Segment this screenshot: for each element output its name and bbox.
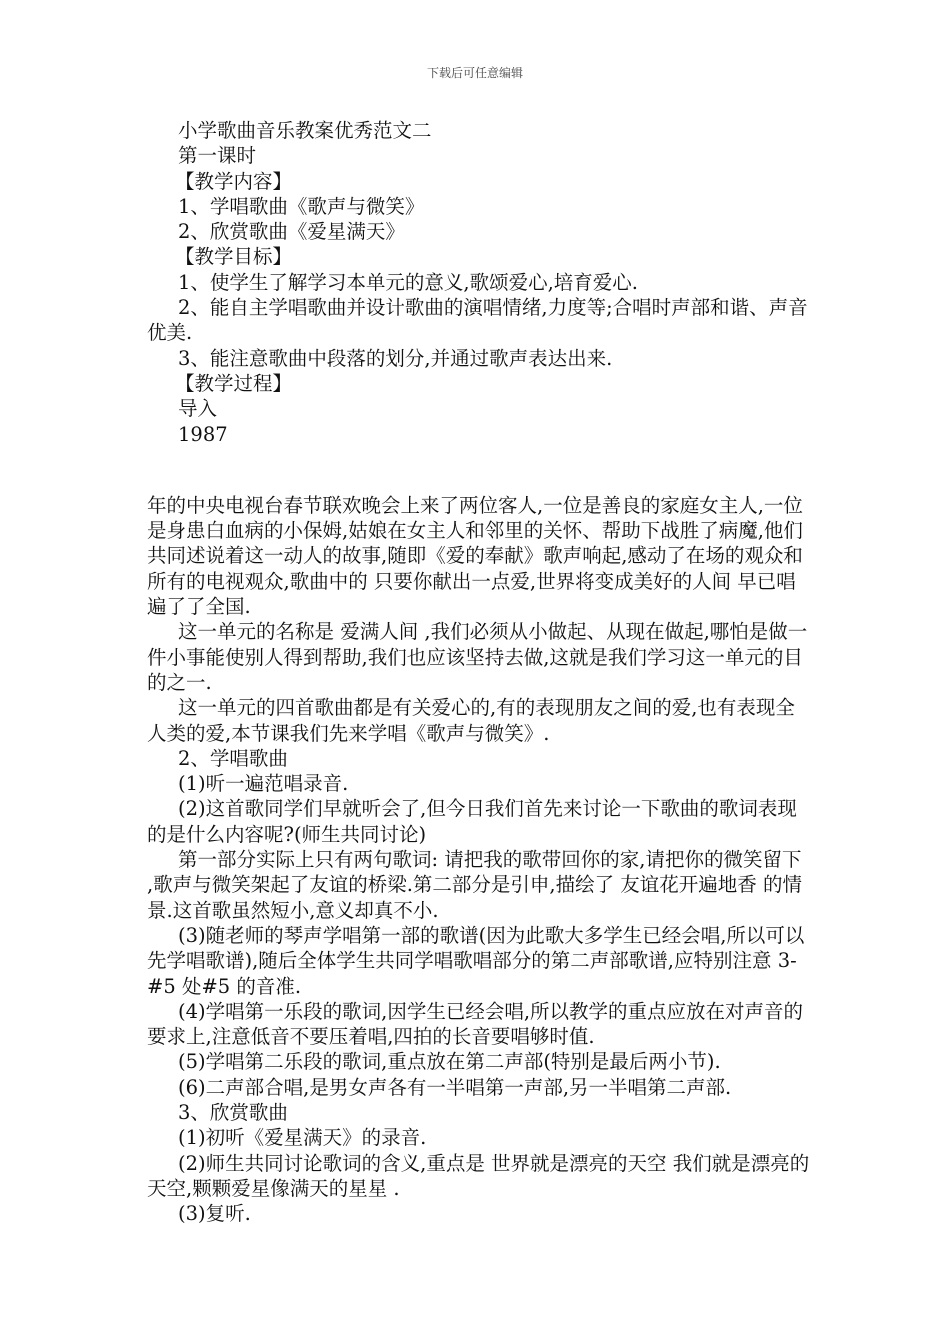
paragraph: 这一单元的四首歌曲都是有关爱心的,有的表现朋友之间的爱,也有表现全人类的爱,本节课我们先来学唱《歌声与微笑》. xyxy=(147,696,795,745)
paragraph: 第一部分实际上只有两句歌词: 请把我的歌带回你的家,请把你的微笑留下 ,歌声与微笑架起了友谊的桥梁.第二部分是引申,描绘了 友谊花开遍地香 的情景.这首歌虽然短小,意义却真不小. xyxy=(147,848,802,922)
paragraph: 3、欣赏歌曲 xyxy=(178,1100,288,1124)
paragraph: (3)复听. xyxy=(178,1202,251,1226)
paragraph-gap xyxy=(147,447,812,493)
paragraph: 小学歌曲音乐教案优秀范文二 xyxy=(178,119,432,142)
paragraph: 1、使学生了解学习本单元的意义,歌颂爱心,培育爱心. xyxy=(178,270,639,294)
paragraph: 2、能自主学唱歌曲并设计歌曲的演唱情绪,力度等;合唱时声部和谐、声音优美. xyxy=(147,296,808,345)
paragraph: 【教学内容】 xyxy=(175,169,293,193)
paragraph: (1)听一遍范唱录音. xyxy=(178,772,349,796)
paragraph: 年的中央电视台春节联欢晚会上来了两位客人,一位是善良的家庭女主人,一位是身患白血病的小保姆,姑娘在女主人和邻里的关怀、帮助下战胜了病魔,他们共同述说着这一动人的故事,随即《爱的奉献》歌声响起,感动了在场的观众和所有的电视观众,歌曲中的 只要你献出一点爱,世界将变成美好的人间 早已唱遍了了全国. xyxy=(147,493,803,619)
paragraph: (3)随老师的琴声学唱第一部的歌谱(因为此歌大多学生已经会唱,所以可以先学唱歌谱),随后全体学生共同学唱歌唱部分的第二声部歌谱,应特别注意 3-#5 处#5 的音准. xyxy=(147,923,805,998)
paragraph: 【教学目标】 xyxy=(175,245,293,269)
paragraph: 1987 xyxy=(178,422,228,446)
document-body xyxy=(147,118,812,1226)
page-header: 下载后可任意编辑 xyxy=(426,66,523,80)
paragraph: 这一单元的名称是 爱满人间 ,我们必须从小做起、从现在做起,哪怕是做一件小事能使别人得到帮助,我们也应该坚持去做,这就是我们学习这一单元的目的之一. xyxy=(147,620,808,694)
paragraph: (1)初听《爱星满天》的录音. xyxy=(178,1126,427,1150)
paragraph: (2)师生共同讨论歌词的含义,重点是 世界就是漂亮的天空 我们就是漂亮的天空,颗颗爱星像满天的星星 . xyxy=(147,1151,810,1200)
paragraph: (6)二声部合唱,是男女声各有一半唱第一声部,另一半唱第二声部. xyxy=(178,1075,732,1099)
paragraph: 【教学过程】 xyxy=(175,371,293,395)
paragraph: 1、学唱歌曲《歌声与微笑》 xyxy=(178,194,425,218)
paragraph: 3、能注意歌曲中段落的划分,并通过歌声表达出来. xyxy=(178,346,613,370)
paragraph: (5)学唱第二乐段的歌词,重点放在第二声部(特别是最后两小节). xyxy=(178,1050,721,1074)
paragraph: 第一课时 xyxy=(178,144,257,168)
paragraph: (2)这首歌同学们早就听会了,但今日我们首先来讨论一下歌曲的歌词表现的是什么内容呢?(师生共同讨论) xyxy=(147,797,797,846)
paragraph: 2、学唱歌曲 xyxy=(178,746,288,770)
paragraph: 导入 xyxy=(178,397,218,421)
paragraph: 2、欣赏歌曲《爱星满天》 xyxy=(178,220,405,244)
paragraph: (4)学唱第一乐段的歌词,因学生已经会唱,所以教学的重点应放在对声音的要求上,注意低音不要压着唱,四拍的长音要唱够时值. xyxy=(147,999,804,1049)
